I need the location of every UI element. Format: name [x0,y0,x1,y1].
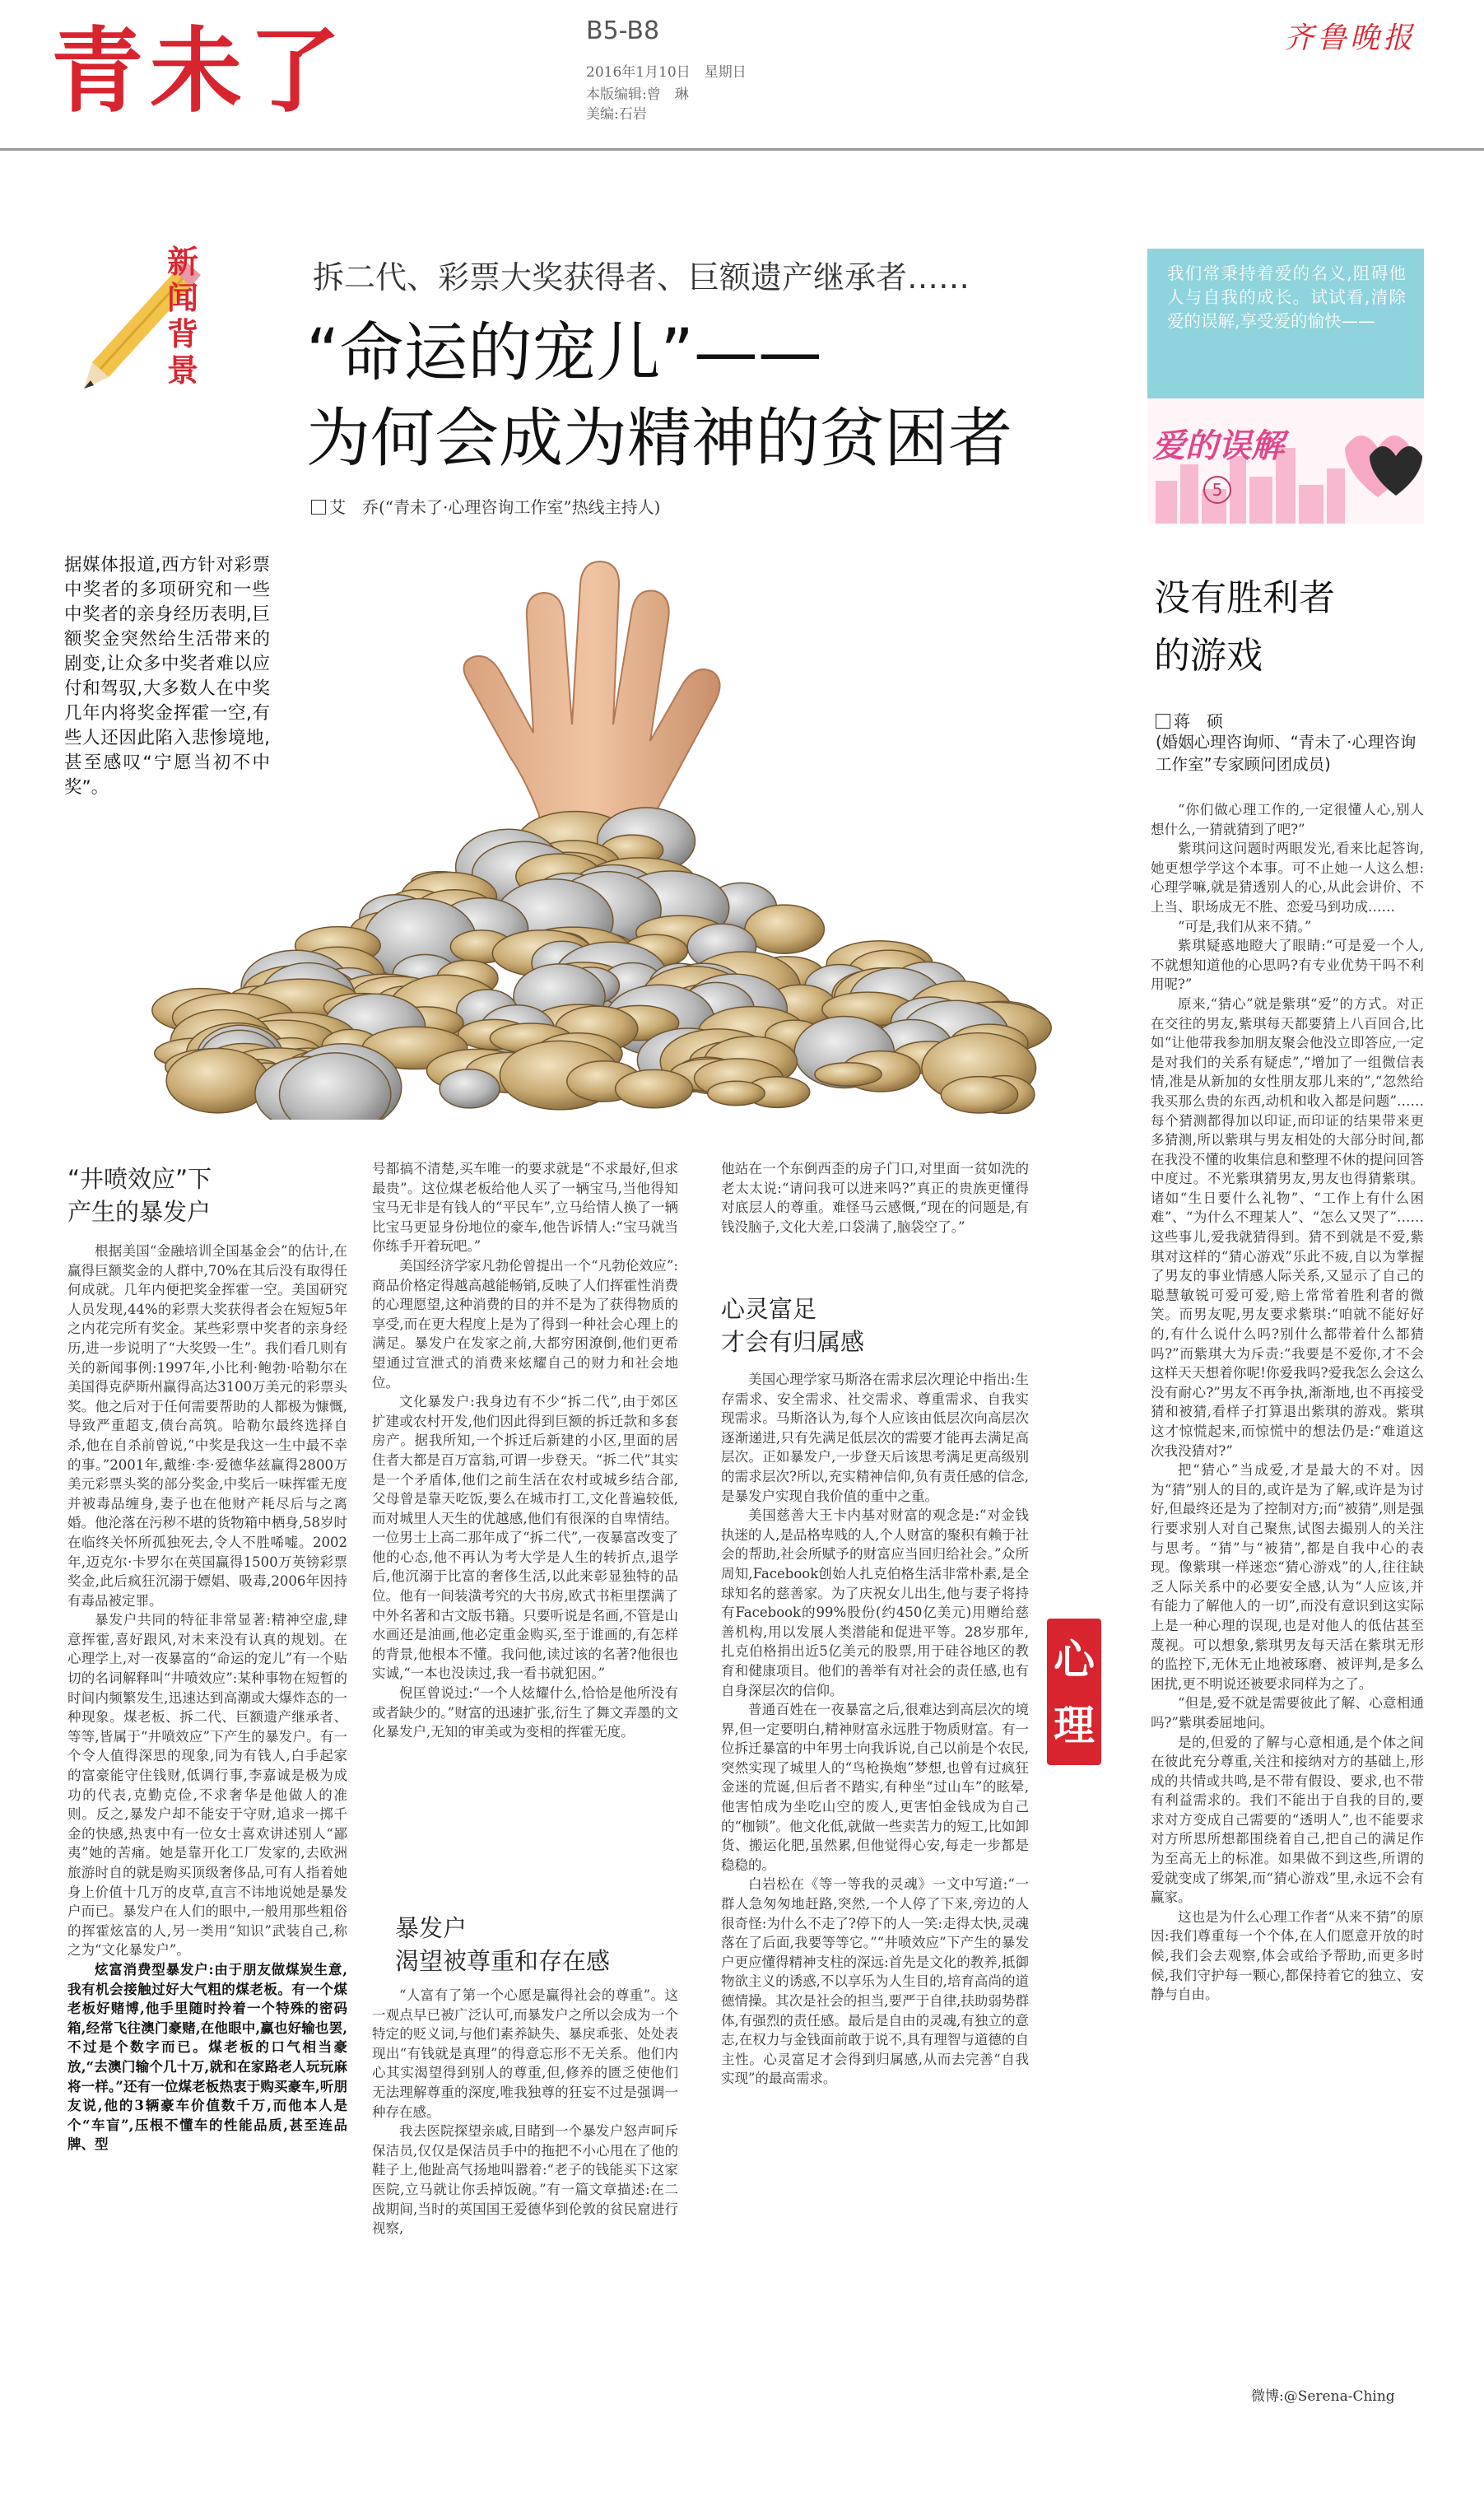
right-article-title-1: 没有胜利者 [1154,577,1335,619]
headline-line-1: “命运的宠儿”—— [306,316,822,390]
paragraph: “人富有了第一个心愿是赢得社会的尊重”。这一观点早已被广泛认可,而暴发户之所以会成为一个特定的贬义词,与他们素养缺失、暴戾乖张、处处表现出“有钱就是真理”的得意忘形不无关系。他们内心其实渴望得到别人的尊重,但,修养的匮乏使他们无法理解尊重的深度,唯我独尊的狂妄不过是强调一种存在感。 [372,1987,678,2120]
paragraph: 文化暴发户:我身边有不少“拆二代”,由于郊区扩建或农村开发,他们因此得到巨额的拆迁款和多套房产。据我所知,一个拆迁后新建的小区,里面的居住者大都是百万富翁,可谓一步登天。“拆二代”其实是一个矛盾体,他们之前生活在农村或城乡结合部,父母曾是靠天吃饭,要么在城市打工,文化普遍较低,而对城里人天生的优越感,他们有很深的自卑情结。一位男士上高二那年成了“拆二代”,一夜暴富改变了他的心态,他不再认为考大学是人生的转折点,退学后,他沉溺于比富的奢侈生活,以此来彰显独特的品位。他有一间装潢考究的大书房,欧式书柜里摆满了中外名著和古文版书籍。只要听说是名画,不管是山水画还是油画,他必定重金购买,至于谁画的,有怎样的背景,他根本不懂。我问他,读过该的名著?他很也实诚,“一本也没读过,我一看书就犯困。” [372,1394,678,1682]
paragraph: 把“猜心”当成爱,才是最大的不对。因为“猜”别人的目的,或许是为了解,或许是为讨好,但最终还是为了控制对方;而“被猜”,则是强行要求别人对自己聚焦,试图去撮别人的关注与思考。“猜”与“被猜”,都是自我中心的表现。像紫琪一样迷恋“猜心游戏”的人,往往缺乏人际关系中的必要安全感,认为“人应该,并有能力了解他人的一切”,而没有意识到这实际上是一种心理的误现,也是对他人的低估甚至蔑视。可以想象,紫琪男友每天活在紫琪无形的监控下,无休无止地被琢磨、被评判,是多么困扰,更不明说还被要求同样为之了。 [1151,1462,1424,1692]
author-weibo: 微博:@Serena-Ching [1251,2388,1395,2405]
coin [616,1069,693,1107]
paragraph: 我去医院探望亲戚,目睹到一个暴发户怒声呵斥保洁员,仅仅是保洁员手中的拖把不小心甩在了他的鞋子上,他趾高气扬地叫嚣着:“老子的钱能买下这家医院,立马就让你丢掉饭碗。”有一篇文章描述:在二战期间,当时的英国国王爱德华到伦敦的贫民窟进行视察, [372,2123,678,2237]
subheading-gusher-effect [67,1162,347,1228]
article-kicker: 拆二代、彩票大奖获得者、巨额遗产继承者…… [313,259,970,296]
coin [941,1077,1017,1113]
masthead-divider [0,148,1484,151]
coin [815,1063,882,1086]
subheading-line: “井喷效应”下 [67,1165,212,1193]
paragraph: 他站在一个东倒西歪的房子门口,对里面一贫如洗的老太太说:“请问我可以进来吗?”真正的贵族更懂得对底层人的尊重。难怪马云感慨,“现在的问题是,有钱没脑子,文化大差,口袋满了,脑袋空了。” [721,1161,1029,1235]
series-name: 爱的误解 [1152,427,1284,465]
paragraph: 美国经济学家凡勃伦曾提出一个“凡勃伦效应”:商品价格定得越高越能畅销,反映了人们挥霍性消费的心理愿望,这种消费的目的并不是为了获得物质的享受,而在更大程度上是为了得到一种社会心理上的满足。暴发户在发家之前,大都穷困潦倒,他们更希望通过宣泄式的消费来炫耀自己的财力和社会地位。 [372,1257,678,1391]
paragraph: 根据美国“金融培训全国基金会”的估计,在赢得巨额奖金的人群中,70%在其后没有取得任何成就。几年内便把奖金挥霍一空。美国研究人员发现,44%的彩票大奖获得者会在短短5年之内花完所有奖金。某些彩票中奖者的亲身经历,进一步说明了“大奖毁一生”。我们看几则有关的新闻事例:1997年,小比利·鲍勃·哈勒尔在美国得克萨斯州赢得高达3100万美元的彩票头奖。他之后对于任何需要帮助的人都极为慷慨,导致严重超支,债台高筑。哈勒尔最终选择自杀,他在自杀前曾说,“中奖是我这一生中最不幸的事。”2001年,戴维·李·爱德华兹赢得2800万美元彩票头奖的部分奖金,中奖后一味挥霍无度并被毒品缠身,妻子也在他财产耗尽后与之离婚。他沦落在污秽不堪的货物箱中栖身,58岁时在临终关怀所孤独死去,令人不胜唏嘘。2002年,迈克尔·卡罗尔在英国赢得1500万英镑彩票奖金,此后疯狂沉溺于嫖娼、吸毒,2006年因持有毒品被定罪。 [67,1243,347,1609]
article-column-3 [721,1159,1029,1283]
paragraph: 是的,但爱的了解与心意相通,是个体之间在彼此充分尊重,关注和接纳对方的基础上,形成的共情或共鸣,是不带有假设、要求,也不带有利益需求的。我们不能出于自我的目的,要求对方变成自己需要的“透明人”,也不能要求对方所思所想都围绕着自己,把自己的满足作为至高无上的标准。如果做不到这些,所谓的爱就变成了绑架,而“猜心游戏”里,永远不会有赢家。 [1151,1734,1424,1906]
subheading-line: 渴望被尊重和存在感 [395,1947,611,1975]
edition-editor: 本版编辑:曾 琳 [586,86,689,103]
paragraph: 紫琪疑惑地瞪大了眼睛:“可是爱一个人,不就想知道他的心思吗?有专业优势干吗不利用呢?” [1151,938,1424,993]
paragraph: 美国慈善大王卡内基对财富的观念是:“对金钱执迷的人,是品格卑贱的人,个人财富的聚积有赖于社会的帮助,社会所赋予的财富应当回归给社会。”众所周知,Facebook创始人扎克伯格生活非常朴素,是全球知名的慈善家。为了庆祝女儿出生,他与妻子将持有Facebook的99%股份(约450亿美元)用赠给慈善机构,用以发展人类潜能和促进平等。28岁那年,扎克伯格捐出近5亿美元的股票,用于硅谷地区的教育和健康项目。他们的善举有对社会的责任感,也有自身深层次的信仰。 [721,1507,1029,1698]
coin [166,1048,269,1112]
paragraph: 暴发户共同的特征非常显著:精神空虚,肆意挥霍,喜好跟风,对未来没有认真的规划。在心理学上,对一夜暴富的“命运的宠儿”有一个贴切的名词解释叫“井喷效应”:某种事物在短暂的时间内频繁发生,迅速达到高潮或大爆炸态的一种现象。煤老板、拆二代、巨额遗产继承者、等等,皆属于“井喷效应”下产生的暴发户。有一个令人值得深思的现象,同为有钱人,白手起家的富豪能守住钱财,低调行事,李嘉诚是极为成功的代表,克勤克俭,不求奢华是他做人的准则。反之,暴发户却不能安于守财,追求一掷千金的快感,热衷中有一位女士喜欢讲述别人“鄙夷”她的苦痛。她是靠开化工厂发家的,去欧洲旅游时自的就是购买顶级奢侈品,可有人指着她身上价值十几万的皮草,直言不讳地说她是暴发户而已。暴发户在人们的眼中,一般用那些粗俗的挥霍炫富的人,另一类用“知识”武装自己,称之为“文化暴发户”。 [67,1612,347,1959]
paragraph: “可是,我们从来不猜。” [1178,918,1312,934]
paragraph: 紫琪问这问题时两眼发光,看来比起答询,她更想学学这个本事。可不止她一人这么想:心理学嘛,就是猜透别人的心,从此会讲价、不上当、职场成无不胜、恋爱马到功成…… [1151,841,1424,915]
news-background-badge: 新闻背景 [166,244,198,389]
subheading-line: 心灵富足 [721,1295,817,1323]
paragraph: 原来,“猜心”就是紫琪“爱”的方式。对正在交往的男友,紫琪每天都要猜上八百回合,比如“让他带我参加朋友聚会他没立即答应,一定是对我们的关系有疑虑”,“增加了一组微信表情,准是从新加的女性朋友那儿来的”,“忽然给我买那么贵的东西,动机和收入都是问题”……每个猜测都得加以印证,而印证的结果带来更多猜测,所以紫琪与男友相处的大部分时间,都在我没不懂的收集信息和整理不休的提问回答中度过。不光紫琪猜男友,男友也得猜紫琪。诸如“生日要什么礼物”、“工作上有什么困难”、“为什么不理某人”、“怎么又哭了”……这些事儿,爱我就猜得到。猜不到就是不爱,紫琪对这样的“猜心游戏”乐此不疲,自以为掌握了男友的事业情感人际关系,又显示了自己的聪慧敏锐可爱可爱,赔上常常着胜利者的微笑。而男友呢,男友要求紫琪:“咱就不能好好的,有什么说什么吗?别什么都带着什么都猜吗?”而紫琪大为斥责:“我要是不爱你,才不会这样天天想着你呢!你爱我吗?爱我怎么会这么没有耐心?”男友不再争执,渐渐地,也不再接受猜和被猜,看样子打算退出紫琪的游戏。紫琪这才惊慌起来,而惊慌中的想法仍是:“难道这次我没猜对?” [1151,995,1424,1459]
paragraph: 这也是为什么心理工作者“从来不猜”的原因:我们尊重每一个个体,在人们愿意开放的时候,我们会去观察,体会或给予帮助,而更多时候,我们守护每一颗心,都保持着它的独立、安静与自由。 [1151,1908,1424,2003]
byline-box-icon [311,500,326,515]
right-article-title-2: 的游戏 [1154,635,1263,677]
coin [440,1069,500,1108]
author-name: 蒋 硕 [1174,711,1223,731]
author-box-icon [1156,714,1170,729]
paragraph: 美国心理学家马斯洛在需求层次理论中指出:生存需求、安全需求、社交需求、尊重需求、自我实现需求。马斯洛认为,每个人应该由低层次向高层次逐渐递进,只有先满足低层次的需要才能再去满足高层次。正如暴发户,一步登天后该思考满足更高级别的需求层次?所以,充实精神信仰,负有责任感的信念,是暴发户实现自我价值的重中之重。 [721,1372,1029,1504]
edition-date: 2016年1月10日 星期日 [586,64,747,81]
subheading-respect [395,1912,675,1978]
newspaper-logo: 齐鲁晚报 [1284,21,1417,55]
article-column-1 [67,1242,347,2378]
paragraph: 倪匡曾说过:“一个人炫耀什么,恰恰是他所没有或者缺少的。”财富的迅速扩张,衍生了舞文弄墨的文化暴发户,无知的审美或为变相的挥霍无度。 [372,1685,678,1740]
article-column-2 [372,1159,678,1907]
psychology-tag-text: 心理 [1054,1636,1095,1749]
paragraph: 普通百姓在一夜暴富之后,很难达到高层次的境界,但一定要明白,精神财富永远胜于物质财富。有一位拆迁暴富的中年男士向我诉说,自己以前是个农民,突然实现了城里人的“鸟枪换炮”梦想,也曾有过疯狂金迷的荒诞,但后者不踏实,有种坐“过山车”的眩晕,他害怕成为坐吃山空的废人,更害怕金钱成为自己的“枷锁”。他文化低,就做一些卖苦力的短工,比如卸货、搬运化肥,虽然累,但他觉得心安,每走一步都是稳稳的。 [721,1702,1029,1873]
headline-line-2: 为何会成为精神的贫困者 [306,402,1013,476]
right-article-body [1151,800,1424,2376]
paragraph: “但是,爱不就是需要彼此了解、心意相通吗?”紫琪委屈地问。 [1151,1695,1424,1731]
coin [745,905,824,953]
coin [708,1081,765,1105]
paragraph: 白岩松在《等一等我的灵魂》一文中写道:“一群人急匆匆地赶路,突然,一个人停了下来,旁边的人很奇怪:为什么不走了?停下的人一笑:走得太快,灵魂落在了后面,我要等等它。”“井喷效应”下产生的暴发户更应懂得精神支柱的深远:首先是文化的教养,抵御物欲主义的诱惑,不以享乐为人生目的,培育高尚的道德情操。其次是社会的担当,要严于自律,扶助弱势群体,有强烈的责任感。最后是自由的灵魂,有独立的意志,在权力与金钱面前敢于说不,具有理智与道德的自主性。心灵富足才会得到归属感,从而去完善“自我实现”的最高需求。 [721,1876,1029,2087]
byline [311,494,660,518]
article-column-3b [721,1370,1029,2406]
series-number: 5 [1203,476,1231,504]
subheading-line: 暴发户 [395,1914,468,1942]
edition-designer: 美编:石岩 [586,106,647,123]
paragraph: “你们做心理工作的,一定很懂人心,别人想什么,一猜就猜到了吧?” [1151,802,1424,837]
page-range: B5-B8 [586,16,660,45]
right-article-author-bio: (婚姻心理咨询师、“青未了·心理咨询工作室”专家顾问团成员) [1156,733,1417,774]
article-column-2b [372,1986,678,2406]
right-article-author [1156,708,1223,732]
series-intro-text: 我们常秉持着爱的名义,阻碍他人与自我的成长。试试看,清除爱的误解,享受爱的愉快—— [1167,263,1406,331]
subheading-spiritual-wealth [721,1293,1001,1358]
paragraph: 号都搞不清楚,买车唯一的要求就是“不求最好,但求最贵”。这位煤老板给他人买了一辆宝马,当他得知宝马无非是有钱人的“平民车”,立马给情人换了一辆比宝马更显身份地位的豪车,他告诉情人:“宝马就当你练手开着玩吧。” [372,1161,678,1255]
paragraph: 炫富消费型暴发户:由于朋友做煤炭生意,我有机会接触过好大气粗的煤老板。有一个煤老板好赌博,他手里随时拎着一个特殊的密码箱,经常飞往澳门豪赌,在他眼中,赢也好输也罢,不过是个数字而已。煤老板的口气相当豪放,“去澳门输个几十万,就和在家路老人玩玩麻将一样。”还有一位煤老板热衷于购买豪车,听朋友说,他的3辆豪车价值数千万,而他本人是个“车盲”,压根不懂车的性能品质,甚至连品牌、型 [67,1961,347,2153]
subheading-line: 产生的暴发户 [67,1198,212,1226]
article-lead: 据媒体报道,西方针对彩票中奖者的多项研究和一些中奖者的亲身经历表明,巨额奖金突然给生活带来的剧变,让众多中奖者难以应付和驾驭,大多数人在中奖几年内将奖金挥霍一空,有些人还因此陷入悲惨境地,甚至感叹“宁愿当初不中奖”。 [64,555,270,798]
subheading-line: 才会有归属感 [721,1328,865,1356]
byline-text: 艾 乔(“青未了·心理咨询工作室”热线主持人) [329,497,661,517]
masthead-title: 青未了 [51,18,347,125]
